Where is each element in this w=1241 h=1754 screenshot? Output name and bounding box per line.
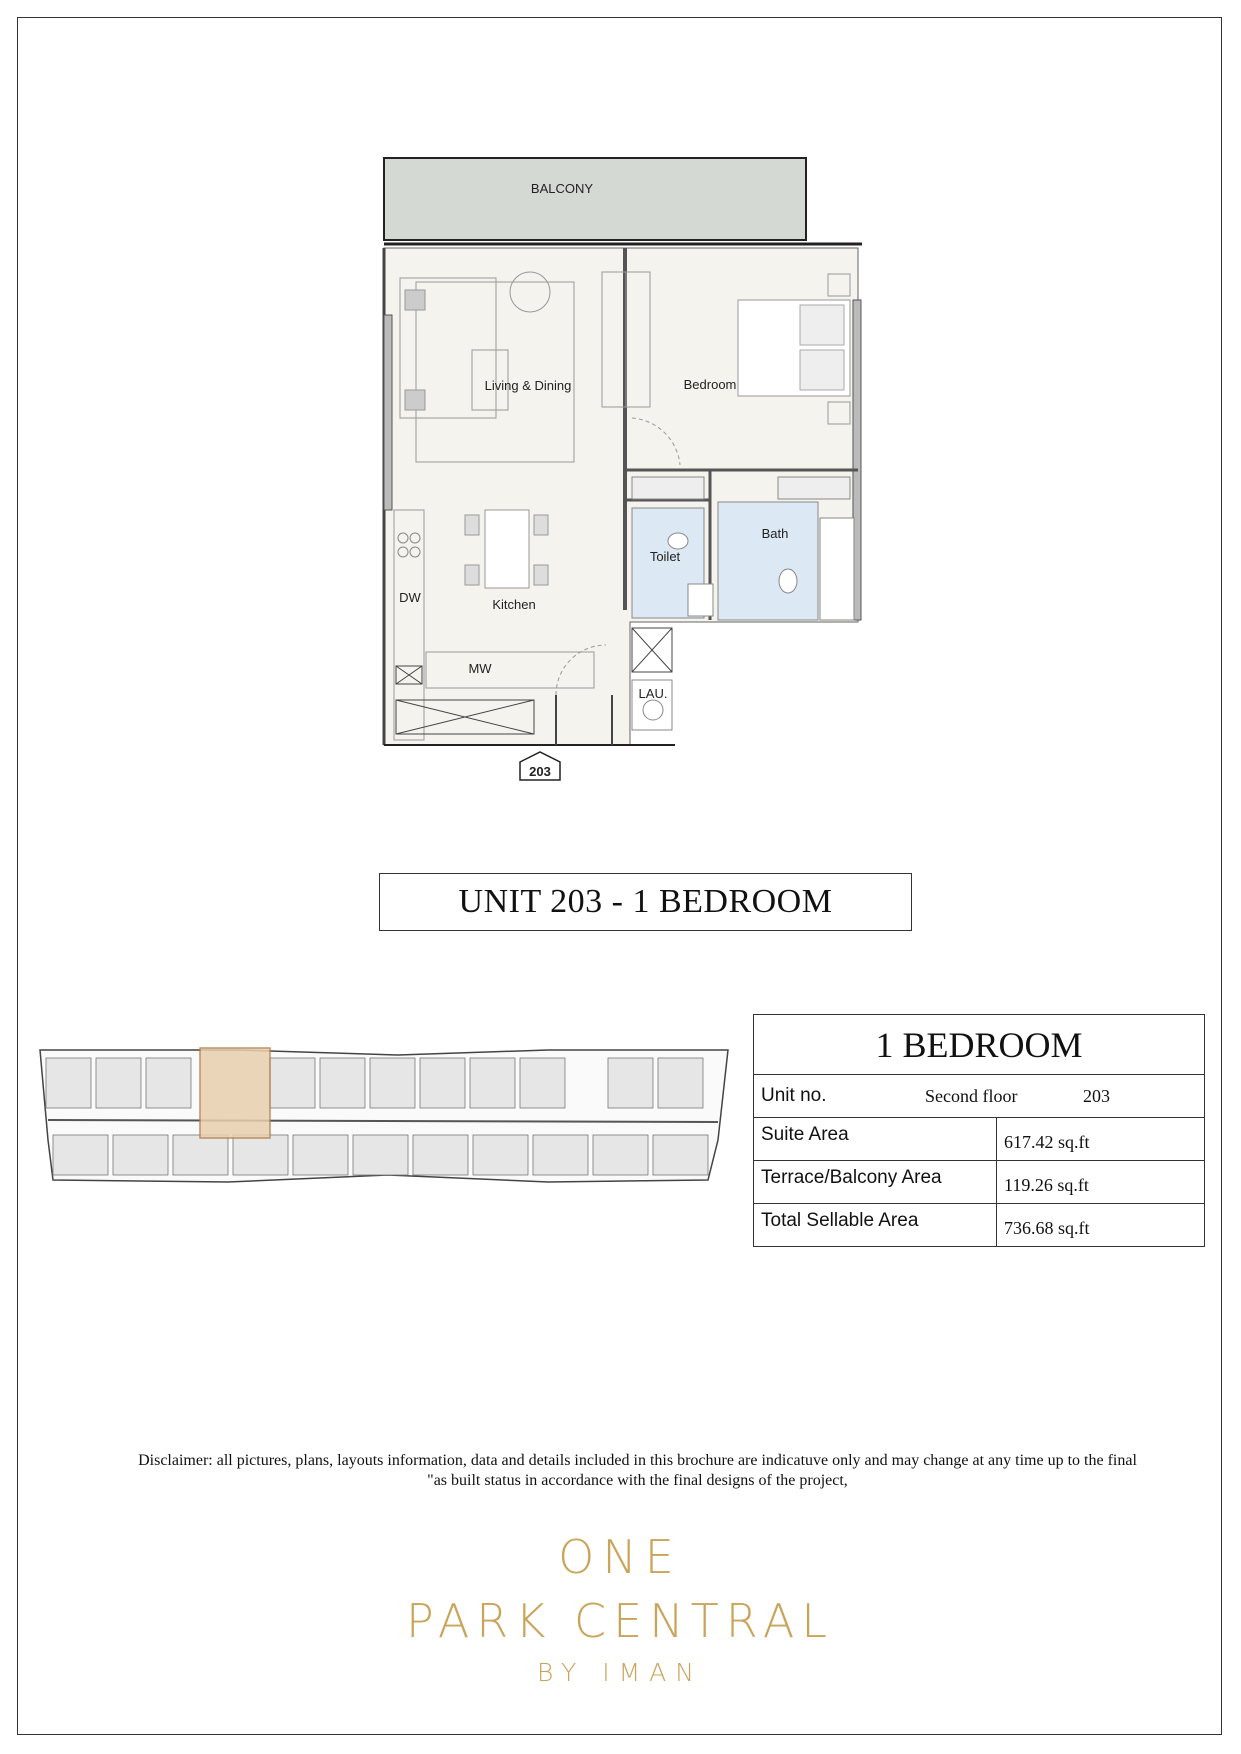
table-row — [754, 1204, 1205, 1247]
bath-area — [718, 502, 818, 620]
label-bedroom: Bedroom — [683, 377, 737, 392]
disclaimer-line-2: "as built status in accordance with the final designs of the project, — [427, 1472, 848, 1489]
key-plan — [28, 1040, 733, 1220]
balcony-area-label: Terrace/Balcony Area — [754, 1161, 997, 1204]
unit-title: UNIT 203 - 1 BEDROOM — [379, 873, 912, 931]
suite-area-value: 617.42 sq.ft — [997, 1118, 1205, 1161]
disclaimer — [60, 1451, 1215, 1491]
floor-value: Second floor — [925, 1085, 1018, 1106]
label-living: Living & Dining — [484, 378, 572, 393]
highlighted-unit — [200, 1048, 270, 1138]
total-area-value: 736.68 sq.ft — [997, 1204, 1205, 1247]
unit-no-label: Unit no. — [761, 1085, 827, 1106]
label-balcony: BALCONY — [530, 181, 594, 196]
unit-no-value: 203 — [1083, 1085, 1110, 1106]
label-mw: MW — [468, 661, 492, 676]
label-bath: Bath — [761, 526, 789, 541]
label-kitchen: Kitchen — [492, 597, 536, 612]
logo-line-by-iman: BY IMAN — [537, 1658, 703, 1687]
suite-area-label: Suite Area — [754, 1118, 997, 1161]
unit-tag-number: 203 — [529, 764, 551, 779]
unit-no-row — [754, 1075, 1205, 1118]
label-toilet: Toilet — [649, 549, 681, 564]
logo-line-one: ONE — [558, 1530, 682, 1584]
logo-line-park-central: PARK CENTRAL — [406, 1594, 834, 1648]
floor-plan — [370, 140, 870, 790]
balcony-area-value: 119.26 sq.ft — [997, 1161, 1205, 1204]
table-row — [754, 1161, 1205, 1204]
label-laundry: LAU. — [638, 686, 668, 701]
table-row — [754, 1118, 1205, 1161]
total-area-label: Total Sellable Area — [754, 1204, 997, 1247]
brand-logo — [380, 1530, 860, 1687]
balcony-area — [384, 158, 806, 240]
spec-heading: 1 BEDROOM — [754, 1015, 1205, 1075]
disclaimer-line-1: Disclaimer: all pictures, plans, layouts information, data and details included in this brochure are indicatuve only and may change at any time up to the final — [138, 1452, 1137, 1469]
label-dw: DW — [399, 590, 421, 605]
spec-table — [753, 1014, 1205, 1247]
